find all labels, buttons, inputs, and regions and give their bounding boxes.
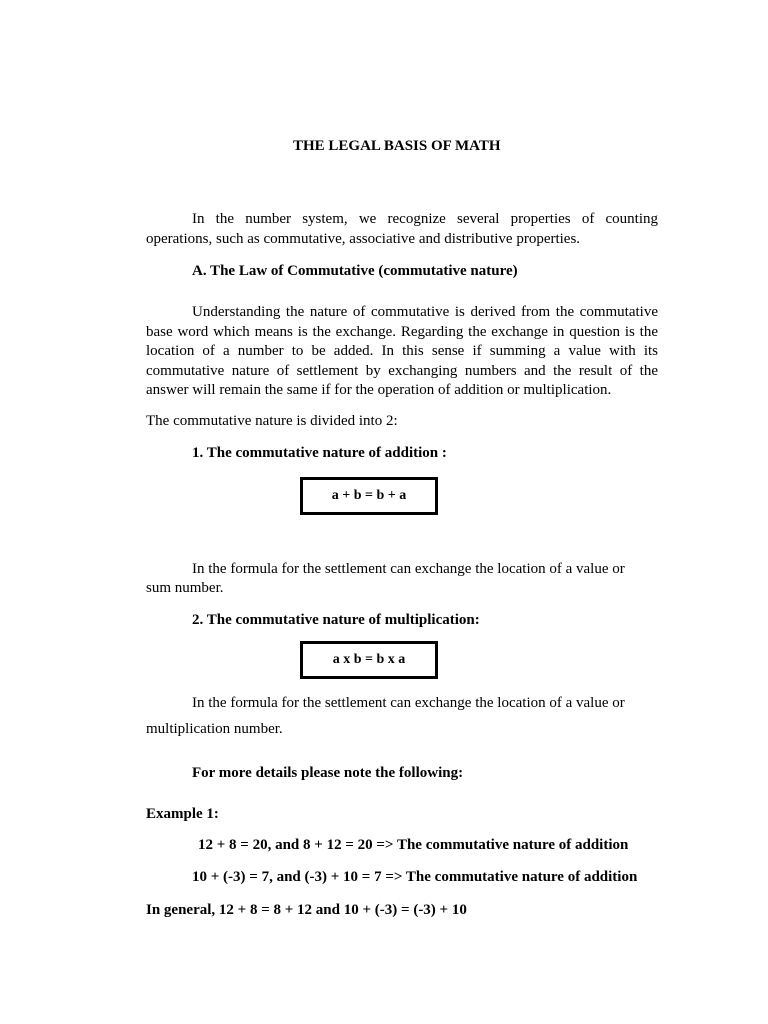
item2-note-line2: multiplication number.: [146, 721, 283, 737]
formula-addition: a + b = b + a: [331, 488, 407, 503]
page-title: THE LEGAL BASIS OF MATH: [293, 138, 501, 154]
example1-general: In general, 12 + 8 = 8 + 12 and 10 + (-3) = (-3) + 10: [146, 902, 467, 918]
item1-heading: 1. The commutative nature of addition :: [192, 445, 447, 461]
details-note: For more details please note the following:: [192, 765, 464, 781]
formula-box-multiplication: [300, 641, 438, 679]
item2-note-line1: In the formula for the settlement can exchange the location of a value or: [192, 695, 625, 711]
formula-box-addition: [300, 477, 438, 515]
item2-heading: 2. The commutative nature of multiplication:: [192, 612, 480, 628]
item1-note-line2: sum number.: [146, 580, 224, 596]
example1-line2: 10 + (-3) = 7, and (-3) + 10 = 7 => The commutative nature of addition: [192, 869, 638, 885]
section-a-paragraph: [146, 303, 658, 401]
intro-text: In the number system, we recognize several properties of counting operations, such as commutative, associative and distributive properties.: [146, 211, 658, 247]
example1-heading: Example 1:: [146, 806, 219, 822]
example1-line1: 12 + 8 = 20, and 8 + 12 = 20 => The commutative nature of addition: [198, 837, 629, 853]
section-a-text: Understanding the nature of commutative is derived from the commutative base word which means is the exchange. Regarding the exchange in question is the location of a number to be added. In this sense if summing a value with its commutative nature of settlement by exchanging numbers and the result of the answer will remain the same if for the operation of addition or multiplication.: [146, 304, 658, 398]
item1-note-line1: In the formula for the settlement can exchange the location of a value or: [192, 561, 625, 577]
section-a-heading: A. The Law of Commutative (commutative nature): [192, 263, 518, 279]
divided-text: The commutative nature is divided into 2:: [146, 413, 398, 429]
intro-paragraph: [146, 210, 658, 249]
formula-multiplication: a x b = b x a: [332, 652, 406, 667]
